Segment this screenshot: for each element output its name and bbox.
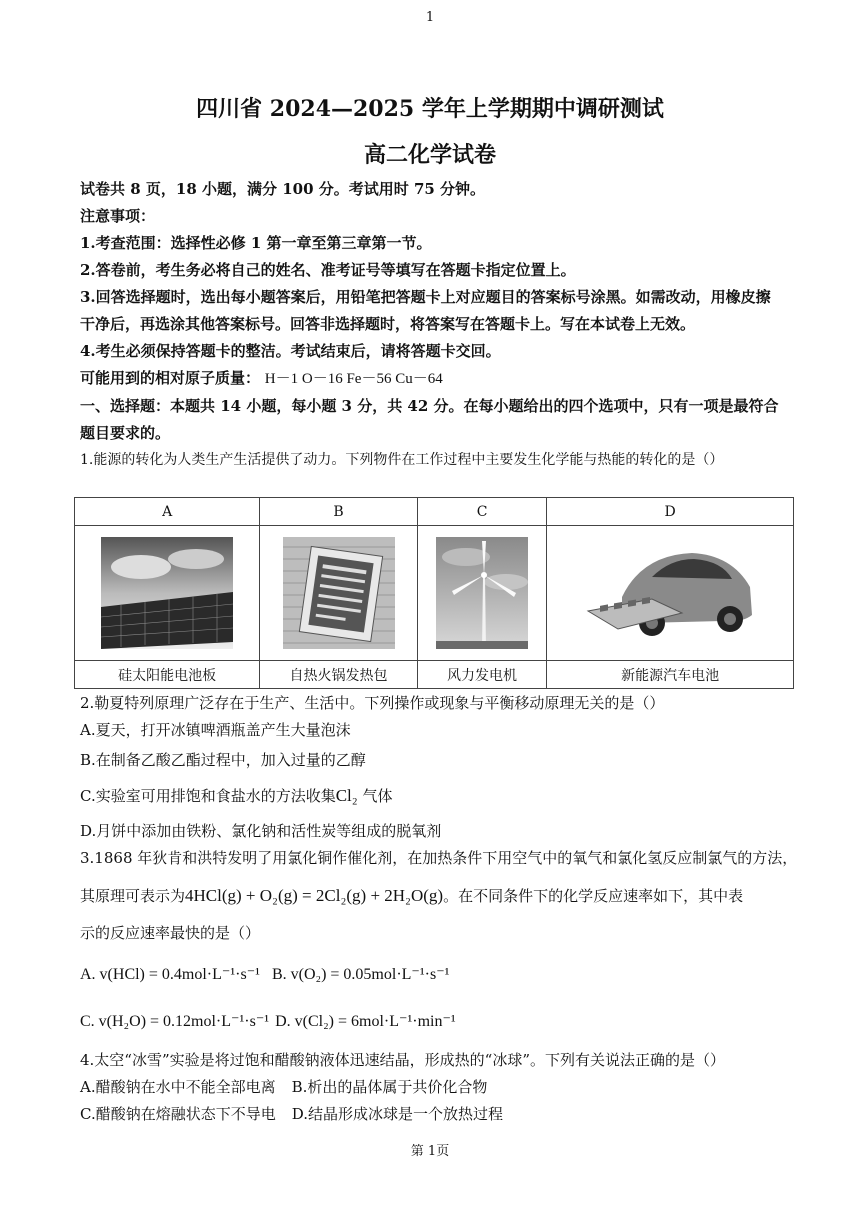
q1-header-d: D (547, 498, 794, 526)
q4-option-d: D.结晶形成冰球是一个放热过程 (291, 1105, 503, 1123)
ev-battery-car-image (582, 537, 758, 649)
q1-header-a: A (75, 498, 260, 526)
q2-stem: 2.勒夏特列原理广泛存在于生产、生活中。下列操作或现象与平衡移动原理无关的是（） (80, 694, 665, 712)
notice-item-1: 1.考查范围：选择性必修 1 第一章至第三章第一节。 (80, 234, 432, 252)
q3-option-a: A. v(HCl) = 0.4mol·L⁻¹·s⁻¹ (80, 966, 260, 983)
q1-options-table (74, 497, 794, 689)
q3-stem-2-post: 。在不同条件下的化学反应速率如下，其中表 (443, 887, 744, 905)
q4-option-b: B.析出的晶体属于共价化合物 (291, 1078, 488, 1096)
q4-options-ab (80, 1074, 780, 1101)
q1-stem: 1.能源的转化为人类生产生活提供了动力。下列物件在工作过程中主要发生化学能与热能的转化的是（） (80, 452, 724, 468)
q3-stem-1: 3.1868 年狄肯和洪特发明了用氯化铜作催化剂，在加热条件下用空气中的氧气和氯化氢反应制氯气的方法， (80, 849, 798, 867)
q3-option-c: C. v(H₂O) = 0.12mol·L⁻¹·s⁻¹ (80, 1013, 270, 1030)
exam-subtitle: 高二化学试卷 (363, 142, 496, 168)
q4-options-cd (80, 1101, 780, 1128)
q1-caption-c: 风力发电机 (417, 661, 547, 689)
atomic-mass-line (80, 365, 780, 393)
q4-option-a: A.醋酸钠在水中不能全部电离 (80, 1078, 276, 1096)
atomic-mass-values: H－1 O－16 Fe－56 Cu－64 (264, 371, 443, 387)
q3-options-cd (80, 1008, 780, 1035)
q3-stem-2 (80, 882, 780, 910)
q1-caption-a: 硅太阳能电池板 (75, 661, 260, 689)
exam-info: 试卷共 8 页，18 小题，满分 100 分。考试用时 75 分钟。 (80, 180, 486, 198)
q2-option-b: B.在制备乙酸乙酯过程中，加入过量的乙醇 (80, 751, 366, 769)
page-footer: 第 1页 (410, 1144, 450, 1159)
notice-heading: 注意事项： (80, 207, 156, 225)
q1-header-b: B (260, 498, 417, 526)
notice-item-3: 3.回答选择题时，选出每小题答案后，用铅笔把答题卡上对应题目的答案标号涂黑。如需改动，用橡皮擦干净后，再选涂其他答案标号。回答非选择题时，将答案写在答题卡上。写在本试卷上无效。 (80, 288, 771, 333)
atomic-mass-label: 可能用到的相对原子质量： (80, 369, 261, 387)
q3-option-b: B. v(O₂) = 0.05mol·L⁻¹·s⁻¹ (271, 966, 450, 983)
q3-stem-2-pre: 其原理可表示为 (80, 887, 186, 905)
self-heating-pack-image (283, 537, 395, 649)
q3-stem-3: 示的反应速率最快的是（） (80, 924, 261, 942)
q4-option-c: C.醋酸钠在熔融状态下不导电 (80, 1105, 276, 1123)
q2-option-c (80, 782, 780, 810)
q2-option-c-post: 气体 (357, 787, 393, 805)
q1-header-c: C (417, 498, 547, 526)
q2-option-c-formula: Cl₂ (335, 786, 358, 805)
section-1-heading: 一、选择题：本题共 14 小题，每小题 3 分，共 42 分。在每小题给出的四个选项中，只有一项是最符合题目要求的。 (80, 397, 779, 442)
q3-options-ab (80, 961, 780, 988)
q2-option-d: D.月饼中添加由铁粉、氯化钠和活性炭等组成的脱氧剂 (80, 822, 442, 840)
q1-caption-d: 新能源汽车电池 (547, 661, 794, 689)
wind-turbine-image (436, 537, 528, 649)
solar-panel-image (101, 537, 233, 649)
notice-item-2: 2.答卷前，考生务必将自己的姓名、准考证号等填写在答题卡指定位置上。 (80, 261, 576, 279)
notice-item-4: 4.考生必须保持答题卡的整洁。考试结束后，请将答题卡交回。 (80, 342, 501, 360)
page-number-top: 1 (425, 10, 435, 25)
questions-2-4 (80, 690, 798, 1128)
q3-equation: 4HCl(g) + O₂(g) = 2Cl₂(g) + 2H₂O(g) (185, 886, 444, 905)
q2-option-a: A.夏天，打开冰镇啤酒瓶盖产生大量泡沫 (80, 721, 351, 739)
q4-stem: 4.太空“冰雪”实验是将过饱和醋酸钠液体迅速结晶，形成热的“冰球”。下列有关说法正确的是（） (80, 1051, 725, 1069)
q3-option-d: D. v(Cl₂) = 6mol·L⁻¹·min⁻¹ (275, 1013, 456, 1030)
intro-section (80, 176, 780, 474)
q2-option-c-text: C.实验室可用排饱和食盐水的方法收集 (80, 787, 336, 805)
q1-caption-b: 自热火锅发热包 (260, 661, 417, 689)
exam-title: 四川省 2024—2025 学年上学期期中调研测试 (196, 96, 664, 122)
